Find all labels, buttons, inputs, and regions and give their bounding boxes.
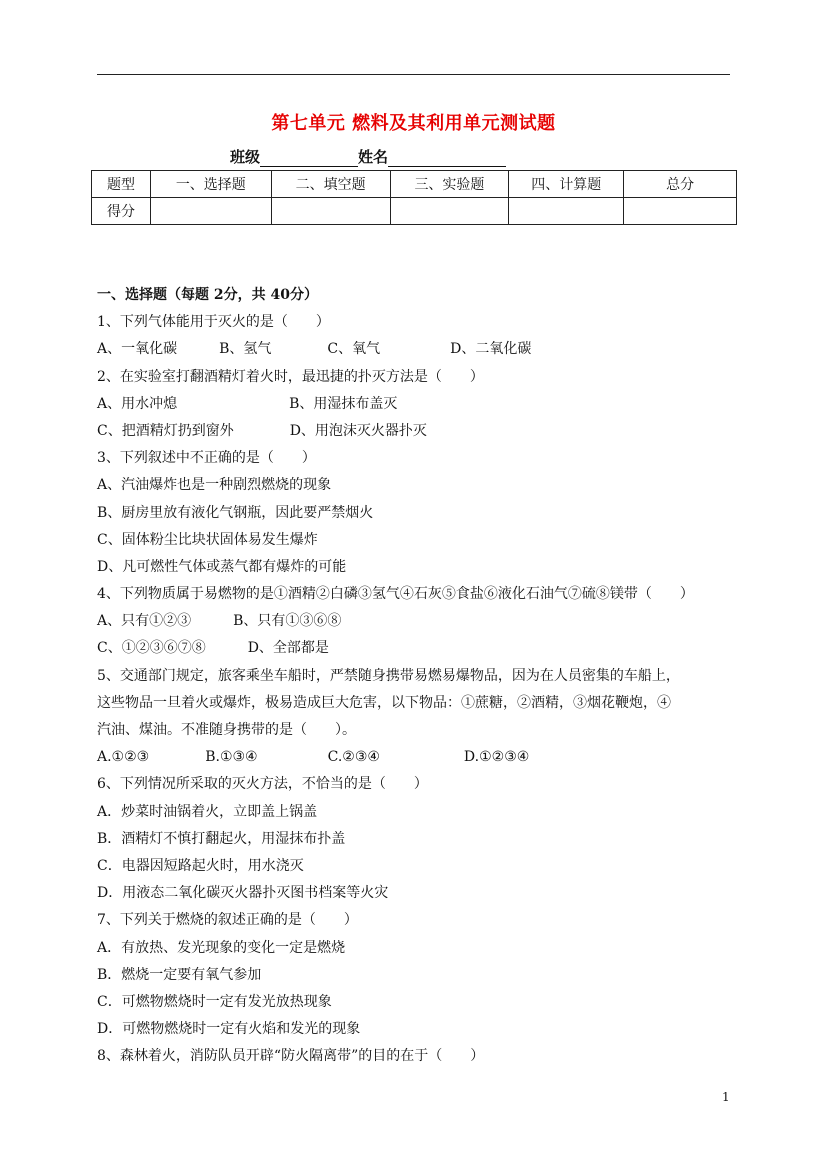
header-rule: [97, 74, 730, 75]
score-header-cell: 一、选择题: [150, 171, 271, 198]
question-line: A、只有①②③ B、只有①③⑥⑧: [97, 613, 342, 630]
name-label: 姓名: [358, 148, 389, 166]
question-line: B．燃烧一定要有氧气参加: [97, 966, 262, 983]
question-line: A.①②③ B.①③④ C.②③④ D.①②③④: [97, 749, 530, 766]
question-line: A．炒菜时油锅着火，立即盖上锅盖: [97, 803, 318, 820]
question-line: A．有放热、发光现象的变化一定是燃烧: [97, 939, 346, 956]
question-line: C、①②③⑥⑦⑧ D、全部都是: [97, 640, 329, 657]
question-line: 7、下列关于燃烧的叙述正确的是（ ）: [97, 912, 358, 929]
score-table-score-row: [92, 198, 737, 225]
question-line: A、汽油爆炸也是一种剧烈燃烧的现象: [97, 477, 332, 494]
question-line: B．酒精灯不慎打翻起火，用湿抹布扑盖: [97, 830, 346, 847]
question-line: A、一氧化碳 B、氢气 C、氧气 D、二氧化碳: [97, 341, 532, 358]
name-blank[interactable]: [388, 150, 506, 167]
question-line: C．可燃物燃烧时一定有发光放热现象: [97, 993, 332, 1010]
score-row-label: 得分: [92, 198, 151, 225]
question-line: 2、在实验室打翻酒精灯着火时，最迅捷的扑灭方法是（ ）: [97, 368, 484, 385]
score-header-cell: 四、计算题: [509, 171, 624, 198]
question-line: B、厨房里放有液化气钢瓶，因此要严禁烟火: [97, 504, 374, 521]
class-name-line: [230, 146, 506, 167]
question-line: A、用水冲熄 B、用湿抹布盖灭: [97, 395, 398, 412]
question-line: 5、交通部门规定，旅客乘坐车船时，严禁随身携带易燃易爆物品，因为在人员密集的车船上，: [97, 667, 680, 684]
question-line: 8、森林着火，消防队员开辟“防火隔离带”的目的在于（ ）: [97, 1048, 485, 1065]
question-line: C．电器因短路起火时，用水浇灭: [97, 857, 304, 874]
question-line: 4、下列物质属于易燃物的是①酒精②白磷③氢气④石灰⑤食盐⑥液化石油气⑦硫⑧镁带（ ）: [97, 586, 694, 603]
score-table-header-row: [92, 171, 737, 198]
question-line: D．可燃物燃烧时一定有火焰和发光的现象: [97, 1021, 361, 1038]
question-lines: [97, 309, 727, 1070]
score-cell[interactable]: [509, 198, 624, 225]
score-table: [91, 170, 737, 225]
score-cell[interactable]: [150, 198, 271, 225]
score-cell[interactable]: [390, 198, 509, 225]
question-line: D、凡可燃性气体或蒸气都有爆炸的可能: [97, 558, 347, 575]
score-cell[interactable]: [271, 198, 390, 225]
question-content: [97, 282, 727, 1070]
question-line: 汽油、煤油。不准随身携带的是（ ）。: [97, 722, 356, 738]
page-number: 1: [722, 1090, 730, 1104]
question-line: 1、下列气体能用于灭火的是（ ）: [97, 314, 330, 331]
question-line: 3、下列叙述中不正确的是（ ）: [97, 450, 316, 467]
score-header-cell: 题型: [92, 171, 151, 198]
question-line: 这些物品一旦着火或爆炸，极易造成巨大危害，以下物品：①蔗糖，②酒精，③烟花鞭炮，④: [97, 694, 671, 711]
question-line: D．用液态二氧化碳灭火器扑灭图书档案等火灾: [97, 885, 389, 902]
class-label: 班级: [230, 148, 261, 166]
score-cell[interactable]: [624, 198, 737, 225]
score-header-cell: 三、实验题: [390, 171, 509, 198]
score-header-cell: 总分: [624, 171, 737, 198]
page-title: 第七单元 燃料及其利用单元测试题: [271, 113, 556, 134]
section-heading: 一、选择题（每题 2分，共 40分）: [97, 287, 318, 303]
score-header-cell: 二、填空题: [271, 171, 390, 198]
question-line: C、固体粉尘比块状固体易发生爆炸: [97, 531, 318, 548]
question-line: 6、下列情况所采取的灭火方法，不恰当的是（ ）: [97, 776, 428, 793]
class-blank[interactable]: [260, 150, 358, 167]
question-line: C、把酒精灯扔到窗外 D、用泡沫灭火器扑灭: [97, 422, 427, 439]
